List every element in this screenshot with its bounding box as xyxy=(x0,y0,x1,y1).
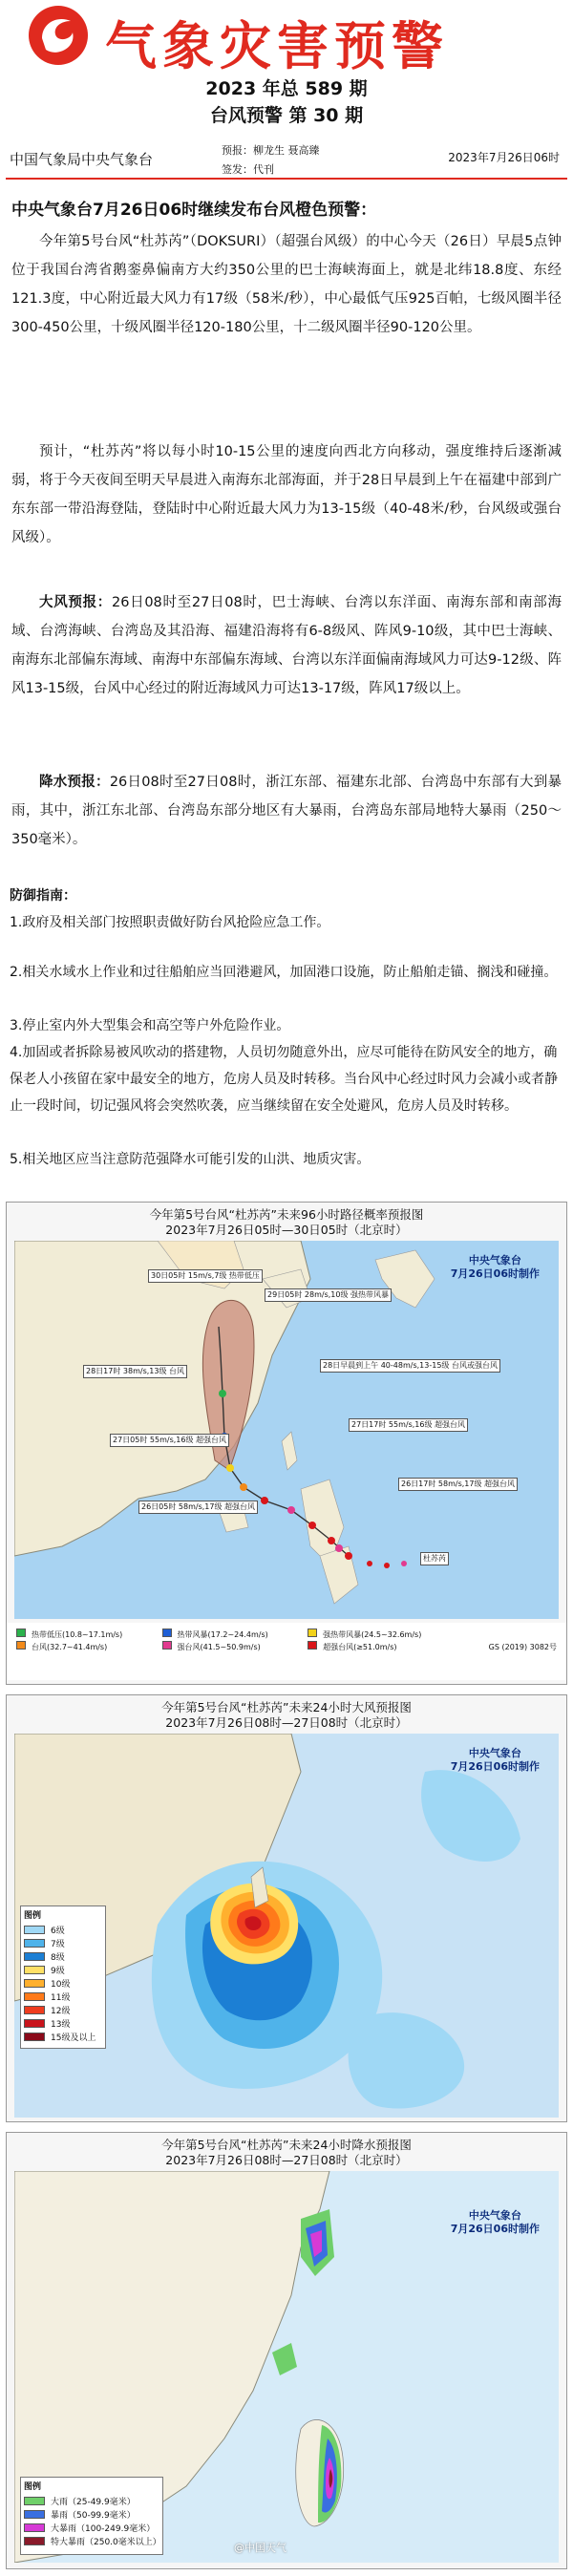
legend-swatch xyxy=(24,1979,45,1988)
prepared-by: 预报：柳龙生 聂高臻 xyxy=(222,144,320,157)
legend-swatch xyxy=(24,1952,45,1961)
legend-item xyxy=(21,1923,105,1936)
track-annotation: 26日17时 58m/s,17级 超强台风 xyxy=(398,1478,518,1491)
map-title: 今年第5号台风“杜苏芮”未来24小时大风预报图 xyxy=(161,1700,412,1714)
legend-swatch xyxy=(24,2510,45,2519)
legend-label: 15级及以上 xyxy=(51,2033,96,2043)
track-annotation: 28日17时 38m/s,13级 台风 xyxy=(83,1365,187,1378)
legend-label: 热带风暴(17.2~24.4m/s) xyxy=(177,1630,268,1639)
legend-item xyxy=(21,1949,105,1963)
guideline-item: 1.政府及相关部门按照职责做好防台风抢险应急工作。 xyxy=(10,915,330,930)
issue-number: 2023 年总 589 期 xyxy=(205,78,368,99)
legend-swatch xyxy=(24,2019,45,2028)
issuing-organization: 中国气象局中央气象台 xyxy=(10,151,154,168)
legend-item xyxy=(21,1963,105,1976)
legend-swatch xyxy=(162,1629,172,1637)
bulletin-title: 气象灾害预警 xyxy=(105,15,449,76)
rain-forecast-paragraph xyxy=(11,768,562,854)
guideline-item: 4.加固或者拆除易被风吹动的搭建物，人员切勿随意外出，应尽可能待在防风安全的地方，确保老人小孩留在家中最安全的地方，危房人员及时转移。当台风中心经过时风力会减小或者静止一段时间，切记强风将会突然吹袭，应当继续留在安全处避风，危房人员及时转移。 xyxy=(10,1045,558,1114)
wind-legend xyxy=(20,1905,106,2049)
legend-swatch xyxy=(24,2537,45,2545)
weibo-watermark: @中国天气 xyxy=(234,2542,286,2554)
legend-label: 强台风(41.5~50.9m/s) xyxy=(177,1643,261,1651)
map-subtitle: 2023年7月26日05时—30日05时（北京时） xyxy=(165,1223,408,1237)
cma-production-time: 7月26日06时制作 xyxy=(450,2223,540,2235)
legend-swatch xyxy=(16,1641,26,1650)
legend-label: 特大暴雨（250.0毫米以上） xyxy=(51,2537,161,2547)
cma-name: 中央气象台 xyxy=(468,1747,521,1759)
legend-item xyxy=(16,1629,159,1641)
legend-label: 12级 xyxy=(51,2006,71,2016)
legend-item xyxy=(21,2016,105,2030)
cma-production-time: 7月26日06时制作 xyxy=(450,1267,540,1280)
legend-item xyxy=(21,2534,162,2547)
cma-producer-label xyxy=(451,2209,540,2236)
map-approval-number: GS (2019) 3082号 xyxy=(488,1643,557,1651)
bulletin-header xyxy=(0,0,573,178)
rainfall-map-area xyxy=(14,2171,559,2563)
legend-title: 图例 xyxy=(24,2482,42,2492)
rainfall-forecast-map xyxy=(6,2132,567,2569)
track-forecast-map xyxy=(6,1202,567,1685)
legend-item xyxy=(21,2521,162,2534)
map-title: 今年第5号台风“杜苏芮”未来24小时降水预报图 xyxy=(161,2138,412,2152)
legend-swatch xyxy=(24,2006,45,2014)
wind-forecast-paragraph xyxy=(11,588,562,703)
cma-production-time: 7月26日06时制作 xyxy=(450,1760,540,1773)
legend-label: 10级 xyxy=(51,1979,71,1990)
rain-forecast-text: 26日08时至27日08时，浙江东部、福建东北部、台湾岛中东部有大到暴雨，其中，浙江东北部、台湾岛东部分地区有大暴雨，台湾岛东部局地特大暴雨（250～350毫米）。 xyxy=(11,775,562,847)
legend-swatch xyxy=(24,2497,45,2505)
legend-swatch xyxy=(24,1926,45,1934)
cma-name: 中央气象台 xyxy=(468,1254,521,1267)
guideline-item: 5.相关地区应当注意防范强降水可能引发的山洪、地质灾害。 xyxy=(10,1152,371,1167)
track-annotation: 28日早晨到上午 40-48m/s,13-15级 台风或强台风 xyxy=(320,1359,500,1373)
legend-item xyxy=(16,1641,159,1653)
forecast-paragraph: 预计，“杜苏芮”将以每小时10-15公里的速度向西北方向移动，强度维持后逐渐减弱，将于今天夜间至明天早晨进入南海东北部海面，并于28日早晨到上午在福建中部到广东东部一带沿海登陆，登陆时中心附近最大风力为13-15级（40-48米/秒，台风级或强台风级）。 xyxy=(11,444,562,545)
legend-swatch xyxy=(308,1629,317,1637)
legend-item xyxy=(21,1936,105,1949)
legend-item xyxy=(162,1641,306,1653)
map-title: 今年第5号台风“杜苏芮”未来96小时路径概率预报图 xyxy=(149,1207,424,1222)
rainfall-legend xyxy=(20,2477,163,2555)
rain-forecast-label: 降水预报： xyxy=(39,775,110,790)
legend-swatch xyxy=(24,2033,45,2041)
legend-label: 大雨（25-49.9毫米） xyxy=(51,2497,136,2507)
legend-item xyxy=(162,1629,306,1641)
track-annotation: 30日05时 15m/s,7级 热带低压 xyxy=(148,1269,263,1283)
legend-swatch xyxy=(308,1641,317,1650)
legend-label: 7级 xyxy=(51,1939,65,1949)
header-divider xyxy=(6,178,567,180)
legend-label: 6级 xyxy=(51,1926,65,1936)
legend-item xyxy=(308,1641,451,1653)
legend-label: 13级 xyxy=(51,2019,71,2030)
legend-item xyxy=(308,1629,451,1641)
forecasters xyxy=(222,141,320,180)
legend-item xyxy=(21,1976,105,1990)
track-annotation: 26日05时 58m/s,17级 超强台风 xyxy=(138,1501,258,1514)
track-map-area xyxy=(14,1241,559,1619)
legend-item xyxy=(21,2003,105,2016)
legend-item xyxy=(21,2494,162,2507)
legend-label: 大暴雨（100-249.9毫米） xyxy=(51,2523,156,2534)
intensity-legend-list xyxy=(16,1629,465,1653)
track-map-legend xyxy=(7,1623,566,1680)
map-subtitle: 2023年7月26日08时—27日08时（北京时） xyxy=(165,1715,408,1730)
track-annotation: 29日05时 28m/s,10级 强热带风暴 xyxy=(265,1288,392,1302)
map-subtitle: 2023年7月26日08时—27日08时（北京时） xyxy=(165,2153,408,2167)
cma-producer-label xyxy=(451,1747,540,1774)
legend-swatch xyxy=(162,1641,172,1650)
legend-label: 暴雨（50-99.9毫米） xyxy=(51,2510,136,2521)
legend-swatch xyxy=(24,2523,45,2532)
issue-date: 2023年7月26日06时 xyxy=(448,151,560,164)
track-annotation: 27日05时 55m/s,16级 超强台风 xyxy=(110,1434,229,1447)
legend-label: 强热带风暴(24.5~32.6m/s) xyxy=(323,1630,422,1639)
legend-label: 超强台风(≥51.0m/s) xyxy=(323,1643,397,1651)
legend-swatch xyxy=(24,1939,45,1948)
legend-item xyxy=(21,2507,162,2521)
cma-name: 中央气象台 xyxy=(468,2209,521,2222)
legend-title: 图例 xyxy=(24,1911,42,1921)
wind-forecast-text: 26日08时至27日08时，巴士海峡、台湾以东洋面、南海东部和南部海域、台湾海峡、台湾岛及其沿海、福建沿海将有6-8级风、阵风9-10级，其中巴士海峡、南海东北部偏东海域、南海中东部偏东海域、台湾以东洋面偏南海域风力可达9-12级、阵风13-15级，台风中心经过的附近海域风力可达13-17级，阵风17级以上。 xyxy=(11,595,562,696)
storm-name-label: 杜苏芮 xyxy=(420,1552,449,1565)
legend-label: 11级 xyxy=(51,1992,71,2003)
legend-swatch xyxy=(16,1629,26,1637)
wind-map-area xyxy=(14,1734,559,2118)
legend-label: 热带低压(10.8~17.1m/s) xyxy=(32,1630,123,1639)
guideline-item: 2.相关水域水上作业和过往船舶应当回港避风，加固港口设施，防止船舶走锚、搁浅和碰撞。 xyxy=(10,965,558,980)
legend-label: 台风(32.7~41.4m/s) xyxy=(32,1643,108,1651)
legend-label: 9级 xyxy=(51,1966,65,1976)
wind-forecast-label: 大风预报： xyxy=(39,595,112,610)
issued-by: 签发：代刊 xyxy=(222,163,274,176)
legend-swatch xyxy=(24,1966,45,1974)
cma-producer-label xyxy=(451,1254,540,1281)
legend-item xyxy=(21,1990,105,2003)
guideline-item: 3.停止室内外大型集会和高空等户外危险作业。 xyxy=(10,1018,290,1033)
typhoon-warning-number: 台风预警 第 30 期 xyxy=(209,105,364,126)
legend-label: 8级 xyxy=(51,1952,65,1963)
legend-swatch xyxy=(24,1992,45,2001)
guidelines-title: 防御指南： xyxy=(10,888,76,904)
wind-forecast-map xyxy=(6,1694,567,2122)
warning-headline: 中央气象台7月26日06时继续发布台风橙色预警： xyxy=(11,201,377,220)
track-annotation: 27日17时 55m/s,16级 超强台风 xyxy=(349,1418,468,1432)
cma-logo-icon xyxy=(29,6,88,65)
legend-item xyxy=(21,2030,105,2043)
typhoon-status-paragraph: 今年第5号台风“杜苏芮”（DOKSURI）（超强台风级）的中心今天（26日）早晨5点钟位于我国台湾省鹅銮鼻偏南方大约350公里的巴士海峡海面上，就是北纬18.8度、东经121.3度，中心附近最大风力有17级（58米/秒），中心最低气压925百帕，七级风圈半径300-450公里，十级风圈半径120-180公里，十二级风圈半径90-120公里。 xyxy=(11,234,562,335)
